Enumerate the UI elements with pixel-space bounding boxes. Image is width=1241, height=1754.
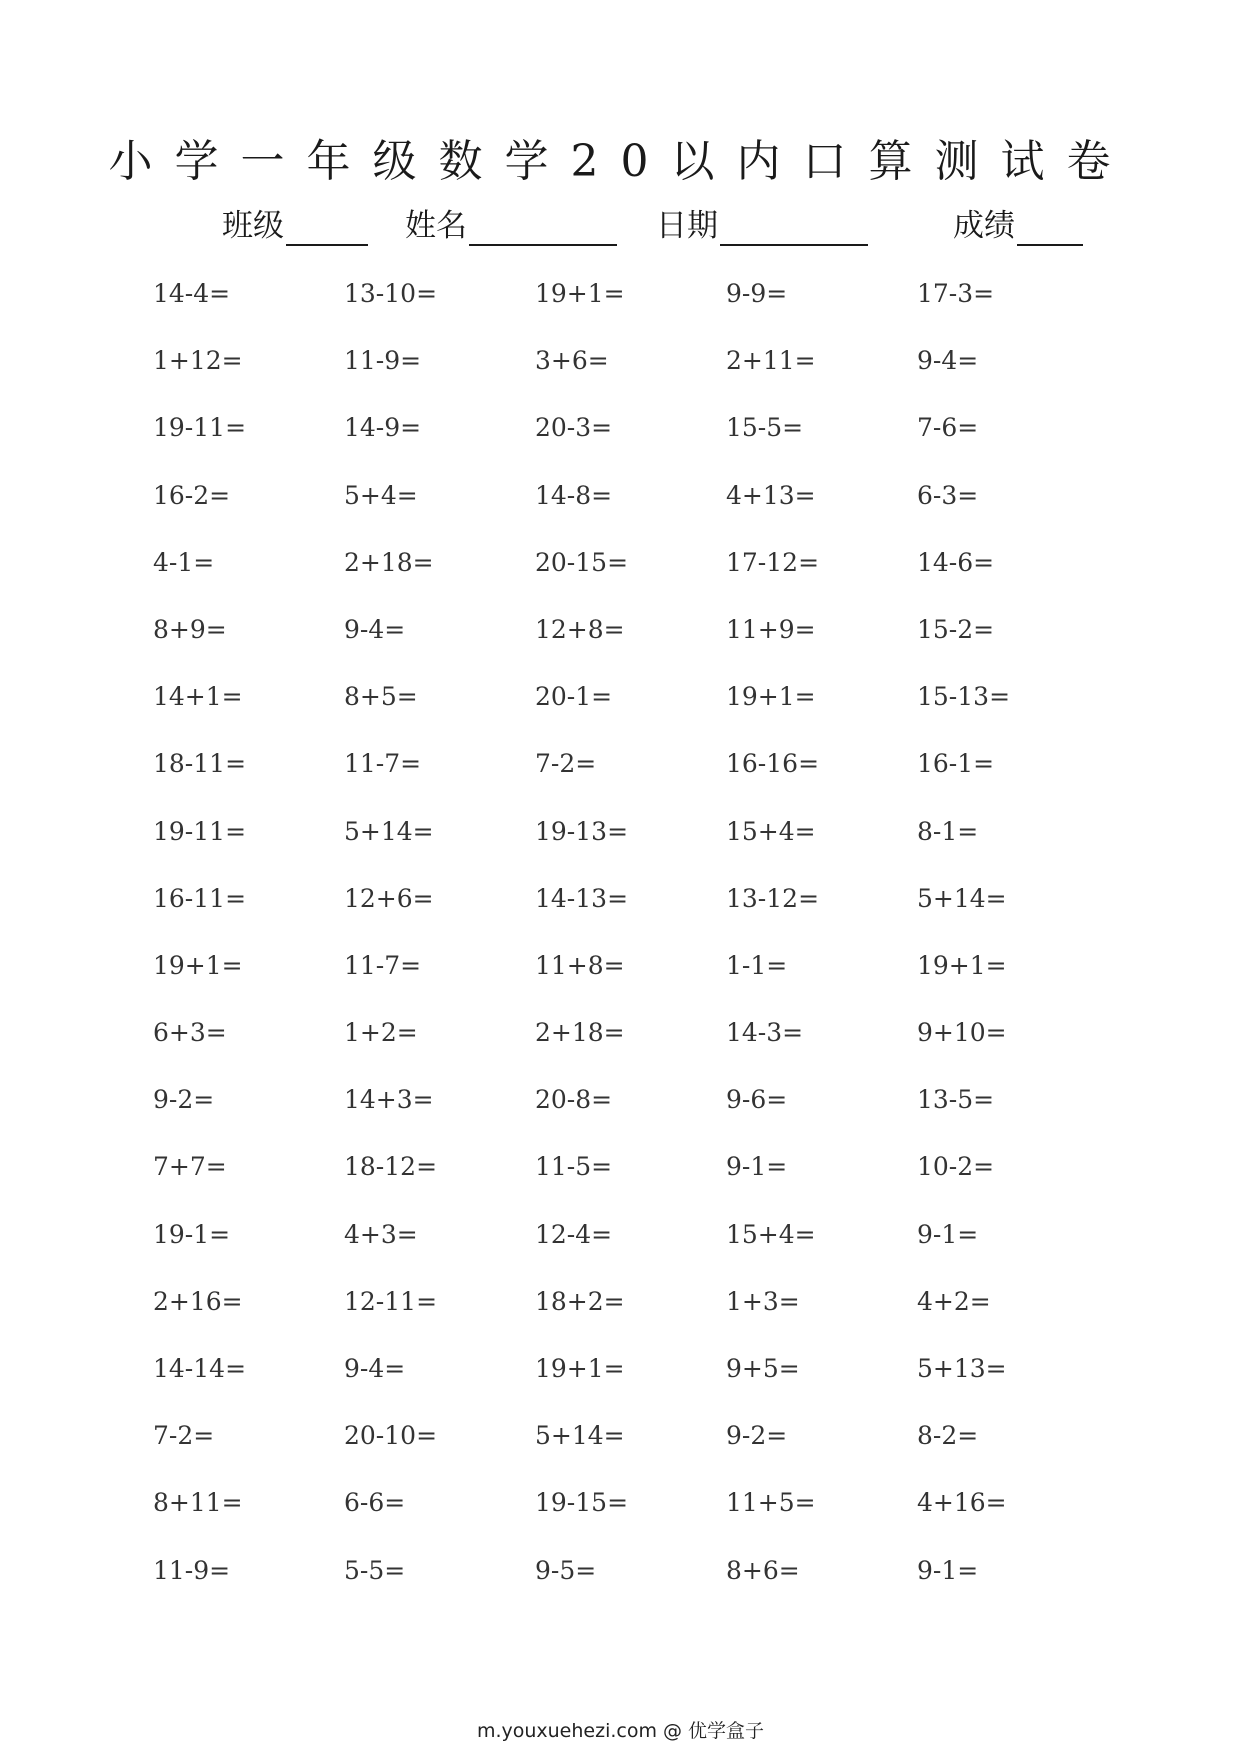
problem-cell: 20-15= xyxy=(535,547,629,577)
problem-cell: 9+10= xyxy=(917,1018,1007,1048)
problem-cell: 19+1= xyxy=(726,682,816,712)
problem-cell: 14-14= xyxy=(153,1354,247,1383)
problem-cell: 13-5= xyxy=(917,1085,995,1115)
problem-cell: 11-7= xyxy=(344,950,422,980)
problem-cell: 9-1= xyxy=(917,1219,979,1249)
date-field xyxy=(656,206,868,246)
problem-cell: 8-1= xyxy=(917,816,979,846)
problem-cell: 11+9= xyxy=(726,614,816,644)
problem-cell: 12-4= xyxy=(535,1219,613,1249)
class-blank xyxy=(286,214,368,246)
problem-cell: 1-1= xyxy=(726,950,788,980)
problem-cell: 4+13= xyxy=(726,480,816,510)
problem-cell: 19+1= xyxy=(535,279,625,308)
problem-cell: 7-2= xyxy=(153,1421,215,1451)
problem-cell: 9-1= xyxy=(726,1152,788,1182)
problem-cell: 5+14= xyxy=(917,883,1007,913)
problem-cell: 11-5= xyxy=(535,1152,613,1182)
problem-cell: 2+16= xyxy=(153,1286,243,1316)
problem-cell: 2+18= xyxy=(344,547,434,577)
problem-cell: 18-11= xyxy=(153,749,247,779)
problem-cell: 9+5= xyxy=(726,1354,800,1383)
score-field xyxy=(953,206,1083,246)
problem-cell: 7-2= xyxy=(535,749,597,779)
name-blank xyxy=(469,214,617,246)
problem-cell: 9-5= xyxy=(535,1555,597,1585)
problem-cell: 1+12= xyxy=(153,346,243,376)
name-field xyxy=(405,206,617,246)
score-blank xyxy=(1017,214,1083,246)
problem-cell: 12-11= xyxy=(344,1286,438,1316)
problem-cell: 15-5= xyxy=(726,413,804,443)
page-title: 小学一年级数学20以内口算测试卷 xyxy=(108,136,1133,187)
problem-cell: 14-8= xyxy=(535,480,613,510)
problem-cell: 9-2= xyxy=(153,1085,215,1115)
problem-cell: 6+3= xyxy=(153,1018,227,1048)
problem-cell: 17-12= xyxy=(726,547,820,577)
problem-cell: 2+11= xyxy=(726,346,816,376)
problem-cell: 5+4= xyxy=(344,480,418,510)
problem-cell: 5+14= xyxy=(344,816,434,846)
problem-cell: 11-9= xyxy=(153,1555,231,1585)
problem-cell: 1+3= xyxy=(726,1286,800,1316)
problem-cell: 19-15= xyxy=(535,1488,629,1518)
problem-cell: 4+2= xyxy=(917,1286,991,1316)
problem-cell: 9-4= xyxy=(344,1354,406,1383)
problem-cell: 16-16= xyxy=(726,749,820,779)
problem-cell: 9-4= xyxy=(344,614,406,644)
problem-cell: 18-12= xyxy=(344,1152,438,1182)
problem-cell: 13-10= xyxy=(344,279,438,308)
problem-cell: 9-6= xyxy=(726,1085,788,1115)
problem-cell: 12+6= xyxy=(344,883,434,913)
score-label: 成绩 xyxy=(953,208,1015,244)
footer-watermark: m.youxuehezi.com @ 优学盒子 xyxy=(476,1720,765,1742)
problem-cell: 17-3= xyxy=(917,279,995,308)
problem-cell: 12+8= xyxy=(535,614,625,644)
problem-cell: 7+7= xyxy=(153,1152,227,1182)
problem-cell: 14+1= xyxy=(153,682,243,712)
class-label: 班级 xyxy=(222,208,284,244)
problem-cell: 11-7= xyxy=(344,749,422,779)
problem-cell: 20-3= xyxy=(535,413,613,443)
problem-cell: 8+5= xyxy=(344,682,418,712)
name-label: 姓名 xyxy=(405,208,467,244)
problem-cell: 11+5= xyxy=(726,1488,816,1518)
problem-cell: 11+8= xyxy=(535,950,625,980)
problem-cell: 1+2= xyxy=(344,1018,418,1048)
problem-cell: 16-2= xyxy=(153,480,231,510)
problem-grid xyxy=(153,272,1113,1616)
problem-cell: 11-9= xyxy=(344,346,422,376)
problem-cell: 4-1= xyxy=(153,547,215,577)
problem-cell: 5+14= xyxy=(535,1421,625,1451)
problem-cell: 9-1= xyxy=(917,1555,979,1585)
problem-cell: 14-9= xyxy=(344,413,422,443)
date-label: 日期 xyxy=(656,208,718,244)
problem-cell: 3+6= xyxy=(535,346,609,376)
problem-cell: 19+1= xyxy=(917,950,1007,980)
problem-cell: 14-4= xyxy=(153,279,231,308)
problem-cell: 9-4= xyxy=(917,346,979,376)
problem-cell: 19+1= xyxy=(535,1354,625,1383)
problem-cell: 14+3= xyxy=(344,1085,434,1115)
problem-cell: 19-11= xyxy=(153,816,247,846)
problem-cell: 15-13= xyxy=(917,682,1011,712)
problem-cell: 16-11= xyxy=(153,883,247,913)
problem-cell: 15+4= xyxy=(726,816,816,846)
student-info-row xyxy=(0,206,1241,250)
problem-cell: 9-9= xyxy=(726,279,788,308)
problem-cell: 5-5= xyxy=(344,1555,406,1585)
problem-cell: 19-13= xyxy=(535,816,629,846)
problem-cell: 8+11= xyxy=(153,1488,243,1518)
problem-cell: 20-10= xyxy=(344,1421,438,1451)
problem-cell: 14-6= xyxy=(917,547,995,577)
problem-cell: 7-6= xyxy=(917,413,979,443)
problem-cell: 6-3= xyxy=(917,480,979,510)
problem-cell: 8+9= xyxy=(153,614,227,644)
problem-cell: 4+3= xyxy=(344,1219,418,1249)
problem-cell: 2+18= xyxy=(535,1018,625,1048)
problem-cell: 6-6= xyxy=(344,1488,406,1518)
problem-cell: 9-2= xyxy=(726,1421,788,1451)
problem-cell: 19-11= xyxy=(153,413,247,443)
problem-cell: 13-12= xyxy=(726,883,820,913)
problem-cell: 20-1= xyxy=(535,682,613,712)
problem-cell: 16-1= xyxy=(917,749,995,779)
problem-cell: 14-13= xyxy=(535,883,629,913)
problem-cell: 10-2= xyxy=(917,1152,995,1182)
problem-cell: 5+13= xyxy=(917,1354,1007,1383)
problem-cell: 19-1= xyxy=(153,1219,231,1249)
problem-cell: 4+16= xyxy=(917,1488,1007,1518)
date-blank xyxy=(720,214,868,246)
problem-cell: 14-3= xyxy=(726,1018,804,1048)
problem-cell: 8+6= xyxy=(726,1555,800,1585)
problem-cell: 15-2= xyxy=(917,614,995,644)
problem-cell: 18+2= xyxy=(535,1286,625,1316)
problem-cell: 8-2= xyxy=(917,1421,979,1451)
problem-cell: 19+1= xyxy=(153,950,243,980)
class-field xyxy=(222,206,368,246)
problem-cell: 15+4= xyxy=(726,1219,816,1249)
problem-cell: 20-8= xyxy=(535,1085,613,1115)
